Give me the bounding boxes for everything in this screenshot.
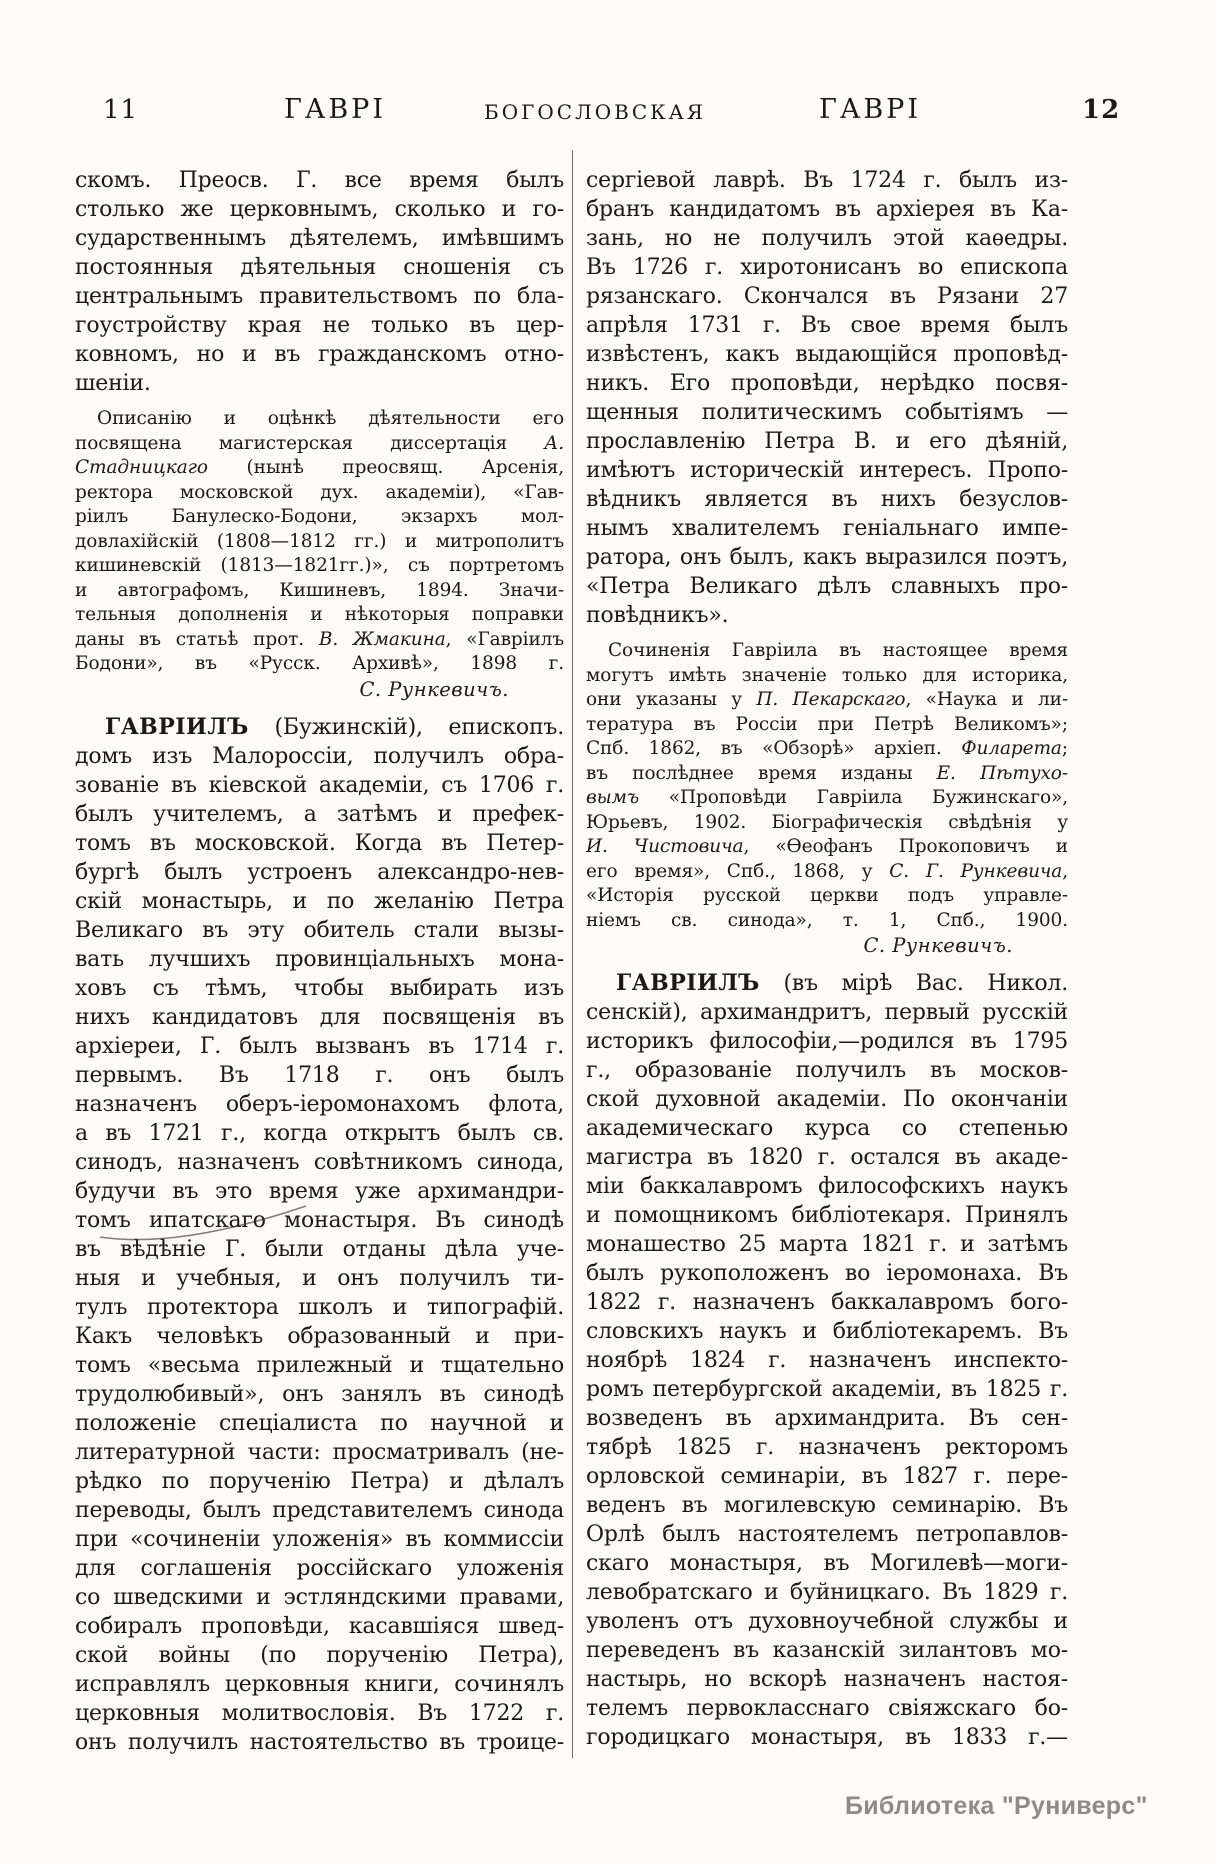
text-line: уволенъ отъ духовноучебной службы и <box>586 1609 1068 1634</box>
text-line: тябрѣ 1825 г. назначенъ ректоромъ <box>586 1435 1068 1460</box>
running-title-left: ГАВРІ <box>284 94 386 125</box>
text-line: исправлялъ церковныя книги, сочинялъ <box>75 1671 564 1697</box>
text-line: Описанію и оцѣнкѣ дѣятельности его <box>97 408 564 429</box>
text-line: и автографомъ, Кишиневъ, 1894. Значи- <box>75 579 564 601</box>
page-number-left: 11 <box>103 95 139 125</box>
paragraph <box>586 166 1068 630</box>
text-line: Спб. 1862, въ «Обзорѣ» архіеп. Филарета; <box>586 738 1068 759</box>
text-line: Орлѣ былъ настоятелемъ петропавлов- <box>586 1522 1068 1547</box>
column-left <box>75 166 564 1757</box>
text-line: повѣдникъ». <box>586 603 729 628</box>
text-line: ніемъ св. синода», т. 1, Спб., 1900. <box>586 909 1068 931</box>
text-line: апрѣля 1731 г. Въ свое время былъ <box>586 313 1068 338</box>
text-line: міи баккалавромъ философскихъ наукъ <box>586 1174 1068 1199</box>
text-line: былъ учителемъ, а затѣмъ и префек- <box>75 801 564 827</box>
text-line: скій монастырь, и по желанію Петра <box>75 888 564 914</box>
text-line: словскихъ наукъ и библіотекаремъ. Въ <box>586 1319 1068 1344</box>
text-line: историкъ философіи,—родился въ 1795 <box>586 1029 1068 1054</box>
text-line: ской войны (по порученію Петра), <box>75 1642 564 1668</box>
text-line: телемъ первокласснаго свіяжскаго бо- <box>586 1696 1068 1721</box>
text-line: гоустройству края не только въ цер- <box>75 313 564 338</box>
text-line: орловской семинаріи, въ 1827 г. пере- <box>586 1464 1068 1489</box>
text-line: литературной части: просматривалъ (не- <box>75 1439 564 1465</box>
text-line: извѣстенъ, какъ выдающійся проповѣд- <box>586 342 1068 367</box>
text-line: могутъ имѣть значеніе только для историка, <box>586 664 1068 686</box>
text-line: тельныя дополненія и нѣкоторыя поправки <box>75 604 564 625</box>
text-line: переводы, былъ представителемъ синода <box>75 1497 564 1523</box>
text-line: ковномъ, но и въ гражданскомъ отно- <box>75 342 564 367</box>
text-line: Стадницкаго (нынѣ преосвящ. Арсенія, <box>75 457 564 478</box>
page-number-right: 12 <box>1082 95 1121 125</box>
text-line: академическаго курса со степенью <box>586 1116 1068 1141</box>
text-line: собиралъ проповѣди, касавшіяся швед- <box>75 1613 564 1639</box>
text-line: Великаго въ эту обитель стали вызы- <box>75 917 564 943</box>
text-line: назначенъ оберъ-іеромонахомъ флота, <box>75 1091 564 1117</box>
text-line: бранъ кандидатомъ въ архіерея въ Ка- <box>586 197 1068 222</box>
text-line: рязанскаго. Скончался въ Рязани 27 <box>586 284 1068 309</box>
text-line: возведенъ въ архимандрита. Въ сен- <box>586 1406 1068 1431</box>
text-line: сенскій), архимандритъ, первый русскій <box>586 1000 1068 1025</box>
text-line: щенныя политическимъ событіямъ — <box>586 400 1068 425</box>
text-line: монашество 25 марта 1821 г. и затѣмъ <box>586 1232 1068 1257</box>
text-line: сергіевой лаврѣ. Въ 1724 г. былъ из- <box>586 168 1068 193</box>
text-line: зованіе въ кіевской академіи, съ 1706 г. <box>75 772 564 798</box>
text-line: прославленію Петра В. и его дѣяній, <box>586 429 1068 454</box>
text-line: рѣдко по порученію Петра) и дѣлалъ <box>75 1468 564 1494</box>
text-line: въ вѣдѣніе Г. были отданы дѣла уче- <box>75 1236 564 1262</box>
text-line: первымъ. Въ 1718 г. онъ былъ <box>75 1062 564 1088</box>
column-divider-rule <box>572 150 573 1758</box>
text-line: ромъ петербургской академіи, въ 1825 г. <box>586 1377 1068 1402</box>
text-line: домъ изъ Малороссіи, получилъ обра- <box>75 743 564 769</box>
text-line: ноябрѣ 1824 г. назначенъ инспекто- <box>586 1348 1068 1373</box>
author-signature: С. Рункевичъ. <box>359 677 509 701</box>
text-line: тература въ Россіи при Петрѣ Великомъ»; <box>586 713 1068 735</box>
text-line: при «сочиненіи уложенія» въ коммиссіи <box>75 1526 564 1552</box>
text-line: синодъ, назначенъ совѣтникомъ синода, <box>75 1149 564 1175</box>
text-line: ховъ съ тѣмъ, чтобы выбирать изъ <box>75 975 564 1001</box>
text-line: вать лучшихъ провинціальныхъ мона- <box>75 946 564 972</box>
text-line: Сочиненія Гавріила въ настоящее время <box>608 640 1068 661</box>
text-line: г., образованіе получилъ въ москов- <box>586 1058 1068 1083</box>
article-paragraph <box>586 969 1068 1752</box>
text-line: будучи въ это время уже архимандри- <box>75 1178 564 1204</box>
text-line: Въ 1726 г. хиротонисанъ во епископа <box>586 255 1068 280</box>
text-line: довлахійскій (1808—1812 гг.) и митрополитъ <box>75 530 564 552</box>
text-line: церковныя молитвословія. Въ 1722 г. <box>75 1700 564 1726</box>
text-line: и помощникомъ библіотекаря. Принялъ <box>586 1203 1068 1228</box>
text-line: настырь, но вскорѣ назначенъ настоя- <box>586 1667 1068 1692</box>
text-line: никъ. Его проповѣди, нерѣдко посвя- <box>586 371 1068 396</box>
text-line: онъ получилъ настоятельство въ троице- <box>75 1729 564 1755</box>
text-line: ГАВРІИЛЪ (въ мірѣ Вас. Никол. <box>616 970 1068 996</box>
text-line: томъ ипатскаго монастыря. Въ синодѣ <box>75 1207 564 1233</box>
text-line: томъ «весьма прилежный и тщательно <box>75 1352 564 1378</box>
text-line: а въ 1721 г., когда открытъ былъ св. <box>75 1120 564 1146</box>
paragraph <box>75 166 564 398</box>
text-line: веденъ въ могилевскую семинарію. Въ <box>586 1493 1068 1518</box>
text-line: трудолюбивый», онъ занялъ въ синодѣ <box>75 1381 564 1407</box>
text-line: «Петра Великаго дѣлъ славныхъ про- <box>586 574 1068 599</box>
text-line: магистра въ 1820 г. остался въ акаде- <box>586 1145 1068 1170</box>
text-line: столько же церковнымъ, сколько и го- <box>75 197 564 222</box>
running-title-right: ГАВРІ <box>819 94 921 125</box>
text-line: 1822 г. назначенъ баккалавромъ бого- <box>586 1290 1068 1315</box>
text-line: городицкаго монастыря, въ 1833 г.— <box>586 1725 1068 1750</box>
text-line: «Исторія русской церкви подъ управле- <box>586 885 1068 906</box>
text-line: архіереи, Г. былъ вызванъ въ 1714 г. <box>75 1033 564 1059</box>
text-line: Какъ человѣкъ образованный и при- <box>75 1323 564 1349</box>
text-line: ратора, онъ былъ, какъ выразился поэтъ, <box>586 545 1068 570</box>
text-line: нихъ кандидатовъ для посвященія въ <box>75 1004 564 1030</box>
library-watermark: Библиотека "Руниверс" <box>845 1792 1148 1820</box>
text-line: кишиневскій (1813—1821гг.)», съ портретомъ <box>75 555 564 576</box>
text-line: даны въ статьѣ прот. В. Жмакина, «Гавріилъ <box>75 628 564 650</box>
text-line: въ послѣднее время изданы Е. Пѣтухо- <box>586 762 1068 784</box>
article-paragraph <box>75 713 564 1757</box>
paragraph <box>75 407 564 677</box>
text-line: ской духовной академіи. По окончаніи <box>586 1087 1068 1112</box>
text-line: ректора московской дух. академіи), «Гав- <box>75 481 564 503</box>
column-right <box>586 166 1068 1752</box>
text-line: скаго монастыря, въ Могилевѣ—моги- <box>586 1551 1068 1576</box>
author-signature: С. Рункевичъ. <box>863 934 1013 957</box>
text-line: переведенъ въ казанскій зилантовъ мо- <box>586 1638 1068 1663</box>
text-line: скомъ. Преосв. Г. все время былъ <box>75 168 564 193</box>
text-line: былъ рукоположенъ во іеромонаха. Въ <box>586 1261 1068 1286</box>
text-line: вымъ «Проповѣди Гавріила Бужинскаго», <box>586 787 1068 808</box>
text-line: сударственнымъ дѣятелемъ, имѣвшимъ <box>75 226 564 251</box>
text-line: ГАВРІИЛЪ (Бужинскій), епископъ. <box>105 713 564 740</box>
text-line: постоянныя дѣятельныя сношенія съ <box>75 255 564 280</box>
text-line: ріилъ Банулеско-Бодони, экзархъ мол- <box>75 506 564 527</box>
text-line: И. Чистовича, «Ѳеофанъ Прокоповичъ и <box>586 836 1068 857</box>
text-line: левобратскаго и буйницкаго. Въ 1829 г. <box>586 1580 1068 1605</box>
text-line: его время», Спб., 1868, у С. Г. Рункевича, <box>586 860 1068 882</box>
text-line: для соглашенія россійскаго уложенія <box>75 1555 564 1581</box>
text-line: они указаны у П. Пекарскаго, «Наука и ли- <box>586 689 1068 710</box>
text-line: положеніе спеціалиста по научной и <box>75 1410 564 1436</box>
text-line: нымъ хвалителемъ геніальнаго импе- <box>586 516 1068 541</box>
paragraph <box>586 639 1068 933</box>
text-line: посвящена магистерская диссертація А. <box>75 432 564 454</box>
text-line: шеніи. <box>75 371 151 396</box>
text-line: Бодони», въ «Русск. Архивѣ», 1898 г. <box>75 653 564 674</box>
text-line: тулъ протектора школъ и типографій. <box>75 1294 564 1320</box>
running-title-center: БОГОСЛОВСКАЯ <box>484 100 706 124</box>
text-line: зань, но не получилъ этой каѳедры. <box>586 226 1068 251</box>
text-line: томъ въ московской. Когда въ Петер- <box>75 830 564 856</box>
text-line: ныя и учебныя, и онъ получилъ ти- <box>75 1265 564 1291</box>
text-line: вѣдникъ является въ нихъ безуслов- <box>586 487 1068 512</box>
text-line: Юрьевъ, 1902. Біографическія свѣдѣнія у <box>586 811 1068 833</box>
text-line: имѣютъ историческій интересъ. Пропо- <box>586 458 1068 483</box>
text-line: бургѣ былъ устроенъ александро-нев- <box>75 859 564 885</box>
text-line: центральнымъ правительствомъ по бла- <box>75 284 564 309</box>
text-line: со шведскими и эстляндскими правами, <box>75 1584 564 1610</box>
